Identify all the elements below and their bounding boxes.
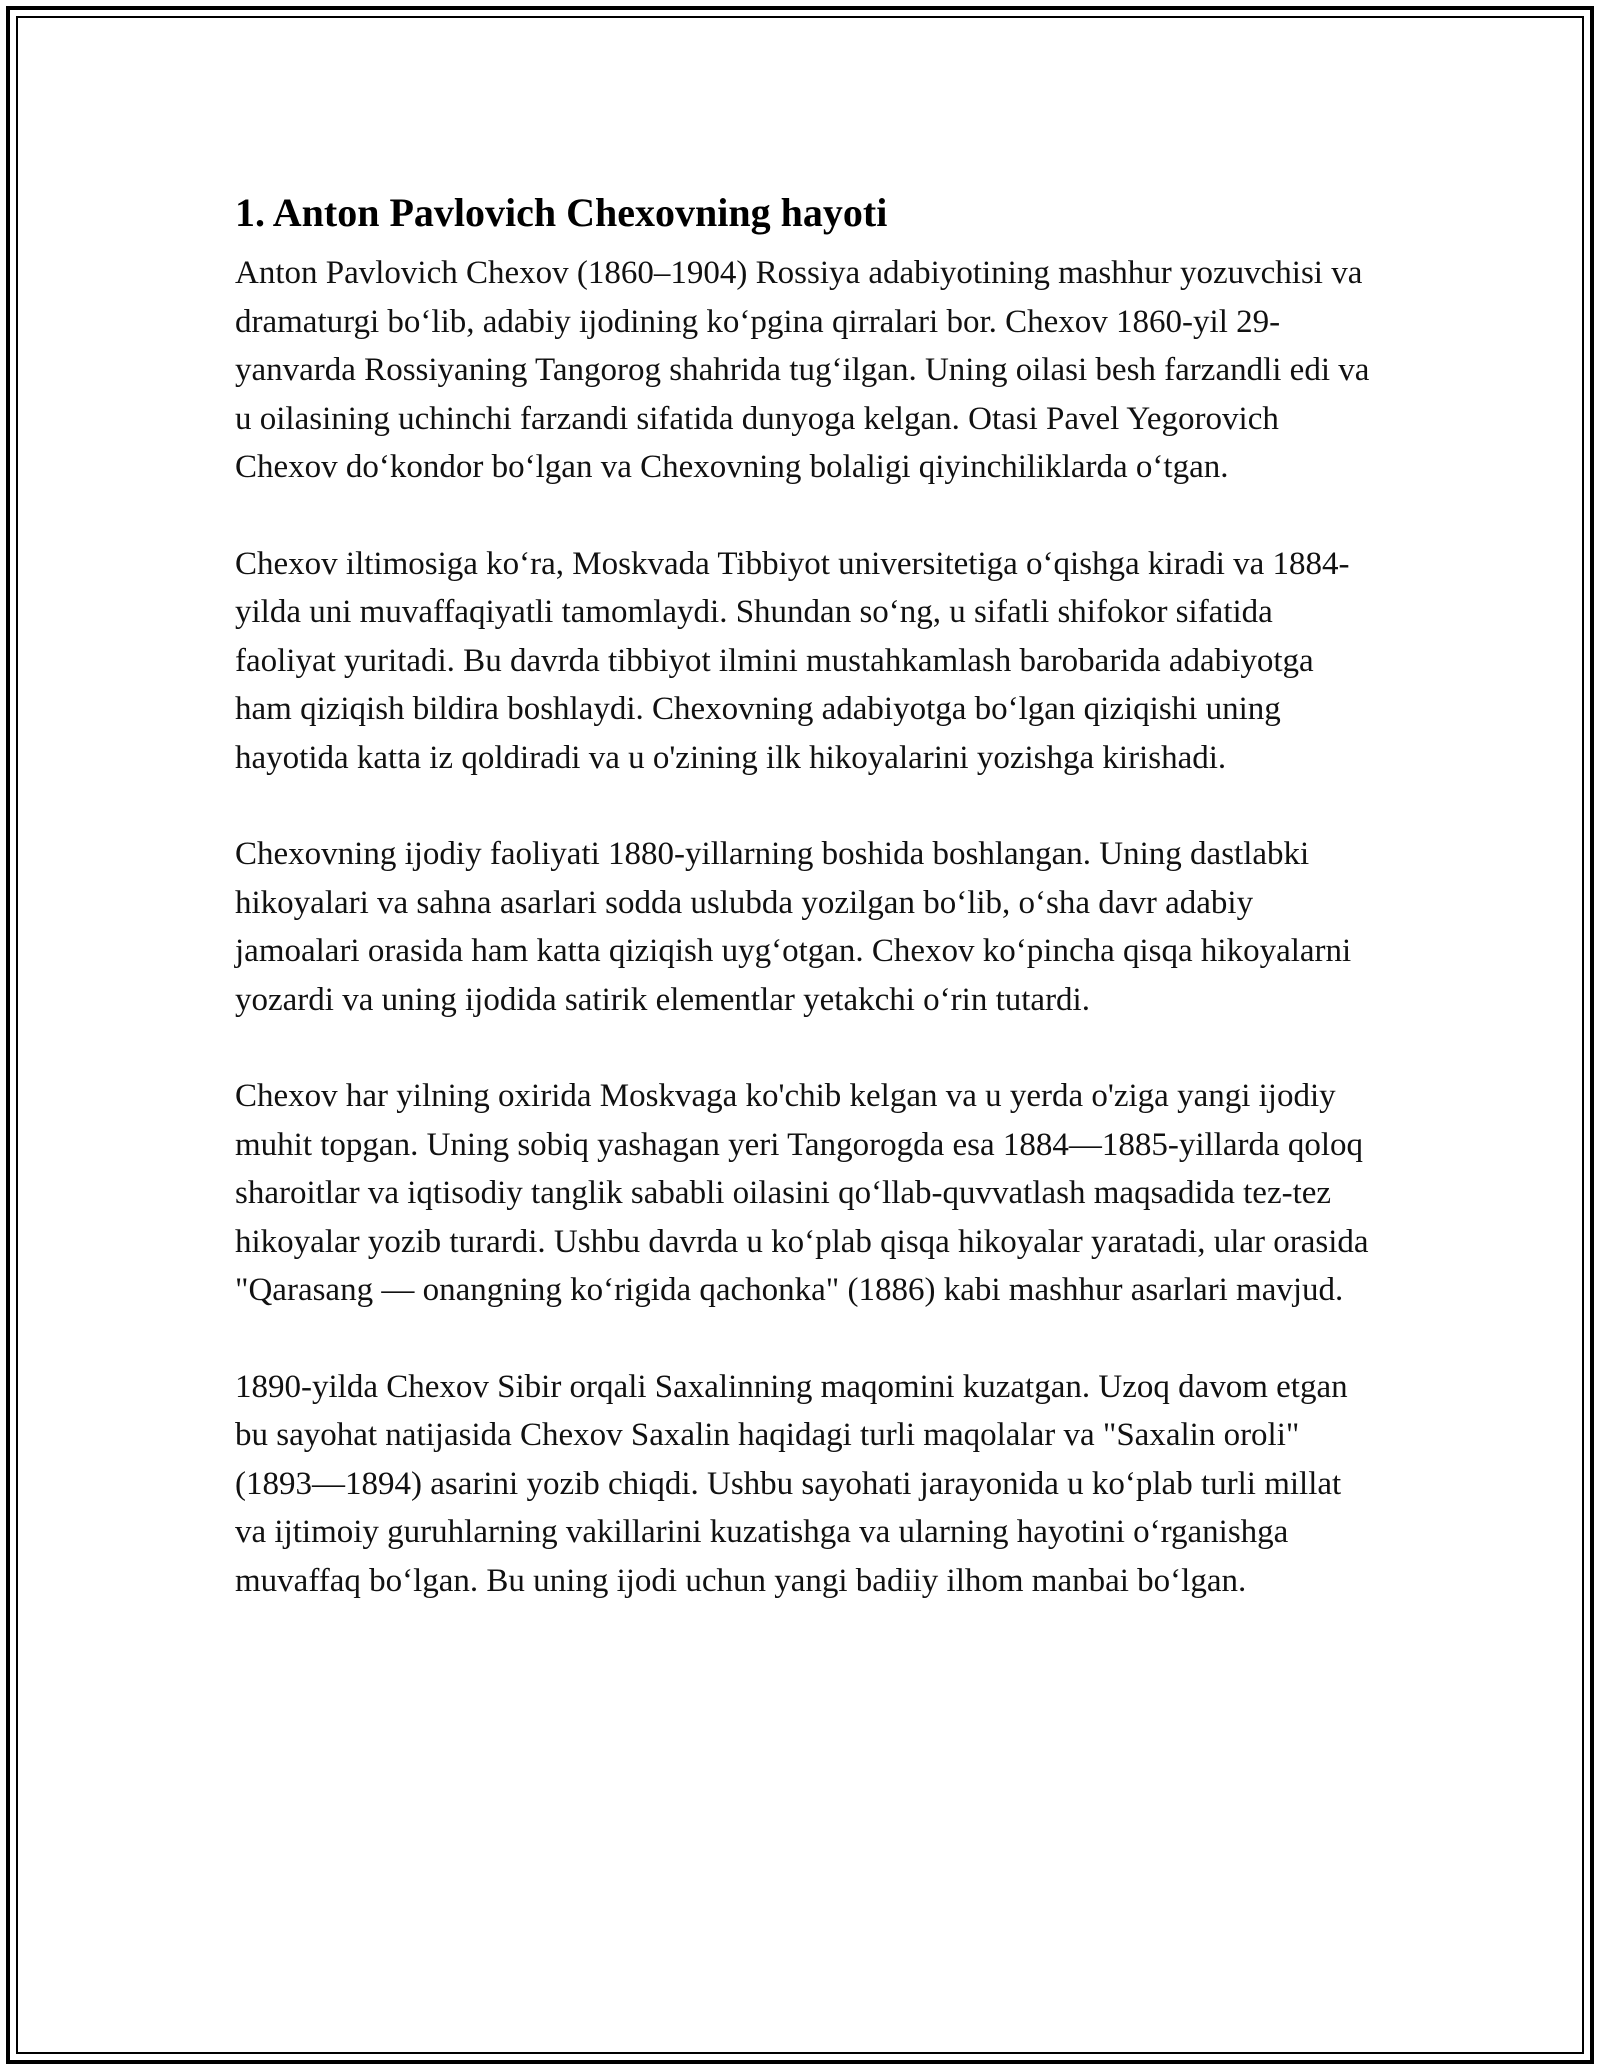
section-heading: 1. Anton Pavlovich Chexovning hayoti [235, 190, 888, 235]
paragraph-early-life: Anton Pavlovich Chexov (1860–1904) Rossiya adabiyotining mashhur yozuvchisi va dramaturgi bo‘lib, adabiy ijodining ko‘pgina qirralari bor. Chexov 1860-yil 29-yanvarda Rossiyaning Tangorog shahrida tug‘ilgan. Uning oilasi besh farzandli edi va u oilasining uchinchi farzandi sifatida dunyoga kelgan. Otasi Pavel Yegorovich Chexov do‘kondor bo‘lgan va Chexovning bolaligi qiyinchiliklarda o‘tgan. [235, 255, 1370, 485]
paragraph-early-work: Chexovning ijodiy faoliyati 1880-yillarning boshida boshlangan. Uning dastlabki hikoyalari va sahna asarlari sodda uslubda yozilgan bo‘lib, o‘sha davr adabiy jamoalari orasida ham katta qiziqish uyg‘otgan. Chexov ko‘pincha qisqa hikoyalarni yozardi va uning ijodida satirik elementlar yetakchi o‘rin tutardi. [235, 836, 1352, 1018]
paragraph-sakhalin: 1890-yilda Chexov Sibir orqali Saxalinning maqomini kuzatgan. Uzoq davom etgan bu sayohat natijasida Chexov Saxalin haqidagi turli maqolalar va "Saxalin oroli" (1893—1894) asarini yozib chiqdi. Ushbu sayohati jarayonida u ko‘plab turli millat va ijtimoiy guruhlarning vakillarini kuzatishga va ularning hayotini o‘rganishga muvaffaq bo‘lgan. Bu uning ijodi uchun yangi badiiy ilhom manbai bo‘lgan. [235, 1368, 1348, 1599]
document-body [235, 183, 1375, 1653]
paragraph-moscow: Chexov har yilning oxirida Moskvaga ko'chib kelgan va u yerda o'ziga yangi ijodiy muhit topgan. Uning sobiq yashagan yeri Tangorogda esa 1884—1885-yillarda qoloq sharoitlar va iqtisodiy tanglik sababli oilasini qo‘llab-quvvatlash maqsadida tez-tez hikoyalar yozib turardi. Ushbu davrda u ko‘plab qisqa hikoyalar yaratadi, ular orasida "Qarasang — onangning ko‘rigida qachonka" (1886) kabi mashhur asarlari mavjud. [235, 1078, 1369, 1308]
paragraph-education: Chexov iltimosiga ko‘ra, Moskvada Tibbiyot universitetiga o‘qishga kiradi va 1884-yilda uni muvaffaqiyatli tamomlaydi. Shundan so‘ng, u sifatli shifokor sifatida faoliyat yuritadi. Bu davrda tibbiyot ilmini mustahkamlash barobarida adabiyotga ham qiziqish bildira boshlaydi. Chexovning adabiyotga bo‘lgan qiziqishi uning hayotida katta iz qoldiradi va u o'zining ilk hikoyalarini yozishga kirishadi. [235, 545, 1350, 776]
